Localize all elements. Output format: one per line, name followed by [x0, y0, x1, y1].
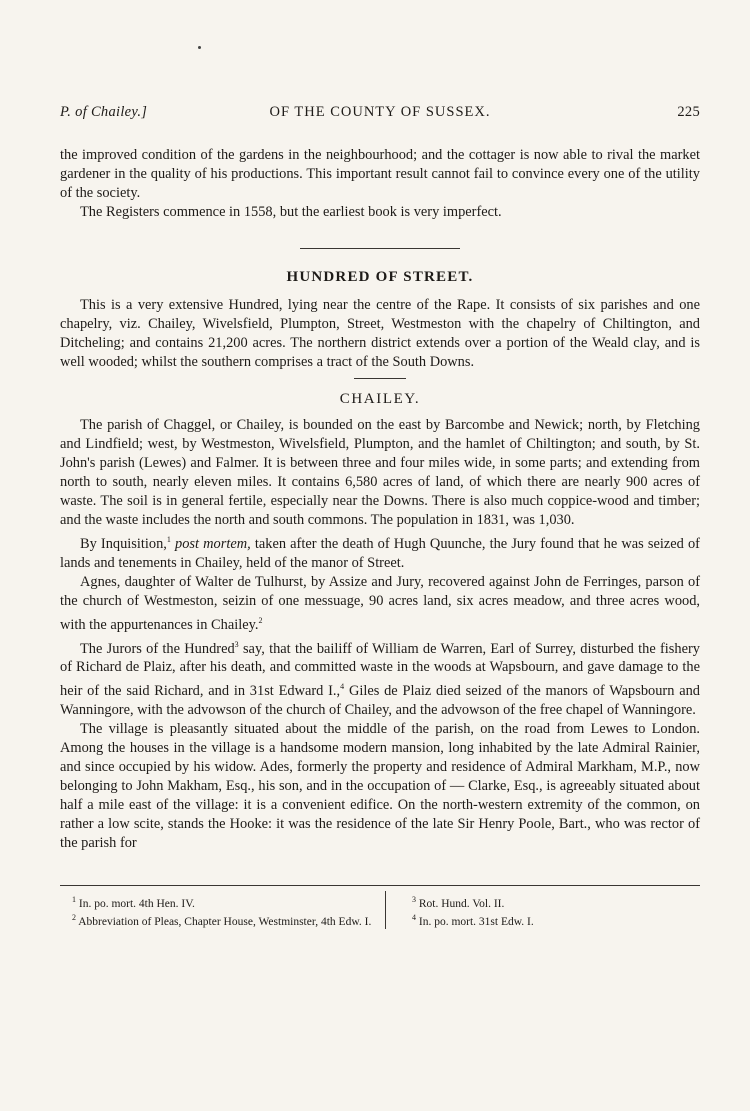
footnote-column-left	[60, 893, 378, 929]
footnote: $^1$ In. po. mort. 4th Hen. IV.	[72, 895, 195, 910]
hundred-heading: HUNDRED OF STREET.	[286, 269, 474, 285]
intro-paragraph: the improved condition of the gardens in the neighbourhood; and the cottager is now able to rival the market gardener in the quality of his productions. This important result cannot fail to convince every one of the utility of the society.	[60, 147, 700, 201]
header-section-label: P. of Chailey.]	[60, 104, 148, 120]
running-header	[60, 104, 700, 126]
registers-paragraph: The Registers commence in 1558, but the earliest book is very imperfect.	[80, 204, 502, 220]
footnote: $^4$ In. po. mort. 31st Edw. I.	[412, 912, 534, 928]
footnote-ref-1: 1	[166, 535, 171, 544]
footnote-ref-3: 3	[234, 639, 239, 649]
chailey-boundaries-paragraph: The parish of Chaggel, or Chailey, is bounded on the east by Barcombe and Newick; north, by Fletching and Lindfield; west, by Westmeston, Wivelsfield, Plumpton, and the hamlet of Chiltington; and south, by St. John's parish (Lewes) and Falmer. It is between three and four miles wide, in some parts; and extending from north to south, nearly eleven miles. It contains 6,580 acres of land, of which there are nearly 900 acres of waste. The soil is in general fertile, especially near the Downs. There is also much coppice-wood and timber; and the waste includes the north and south commons. The population in 1831, was 1,030.	[60, 417, 700, 528]
chailey-heading: CHAILEY.	[339, 391, 421, 407]
agnes-paragraph: Agnes, daughter of Walter de Tulhurst, by Assize and Jury, recovered against John de Ferringes, parson of the church of Westmeston, seizin of one messuage, 90 acres land, six acres meadow, and three acres wood, with the appurtenances in Chailey.$^2$	[60, 573, 700, 633]
footnote-ref-4: 4	[340, 682, 345, 692]
footnote-column-divider	[385, 891, 386, 929]
footnote: $^2$ Abbreviation of Pleas, Chapter House, Westminster, 4th Edw. I.	[72, 912, 372, 928]
inquisition-paragraph: By Inquisition,$^1$ post mortem, taken after the death of Hugh Quunche, the Jury found that he was seized of lands and tenements in Chailey, held of the manor of Street.	[60, 535, 700, 571]
footnote-ref-2: 2	[258, 615, 263, 625]
hundred-paragraph: This is a very extensive Hundred, lying near the centre of the Rape. It consists of six parishes and one chapelry, viz. Chailey, Wivelsfield, Plumpton, Street, Westmeston with the chapelry of Chiltington, and Ditcheling; and contains 21,200 acres. The northern district extends over a portion of the Weald clay, and is well wooded; whilst the southern comprises a tract of the South Downs.	[60, 297, 700, 370]
footnote-column-right	[400, 893, 700, 929]
jurors-paragraph: The Jurors of the Hundred$^3$ say, that the bailiff of William de Warren, Earl of Surrey, disturbed the fishery of Richard de Plaiz, after his death, and committed waste in the woods at Wapsbourn, and gave damage to the heir of the said Richard, and in 31st Edward I.,$^4$ Giles de Plaiz died seized of the manors of Wapsbourn and Wanningore, with the advowson of the church of Chailey, and the advowson of the free chapel of Wanningore.	[60, 639, 700, 719]
section-divider	[300, 248, 460, 249]
page-speck	[198, 46, 201, 49]
page-number: 225	[677, 104, 700, 120]
subsection-divider	[354, 378, 406, 379]
page-body	[60, 146, 700, 853]
village-paragraph: The village is pleasantly situated about the middle of the parish, on the road from Lewes to London. Among the houses in the village is a handsome modern mansion, long inhabited by the late Admiral Rainier, and since occupied by his widow. Ades, formerly the property and residence of Admiral Markham, M.P., now belonging to John Makham, Esq., his son, and in the occupation of — Clarke, Esq., is agreeably situated about half a mile east of the village: it is a convenient edifice. On the north-western extremity of the common, on rather a low scite, stands the Hooke: it was the residence of the late Sir Henry Poole, Bart., who was rector of the parish for	[60, 721, 700, 852]
footnote: $^3$ Rot. Hund. Vol. II.	[412, 895, 505, 910]
footnote-rule	[60, 885, 700, 886]
header-title: OF THE COUNTY OF SUSSEX.	[269, 104, 491, 120]
